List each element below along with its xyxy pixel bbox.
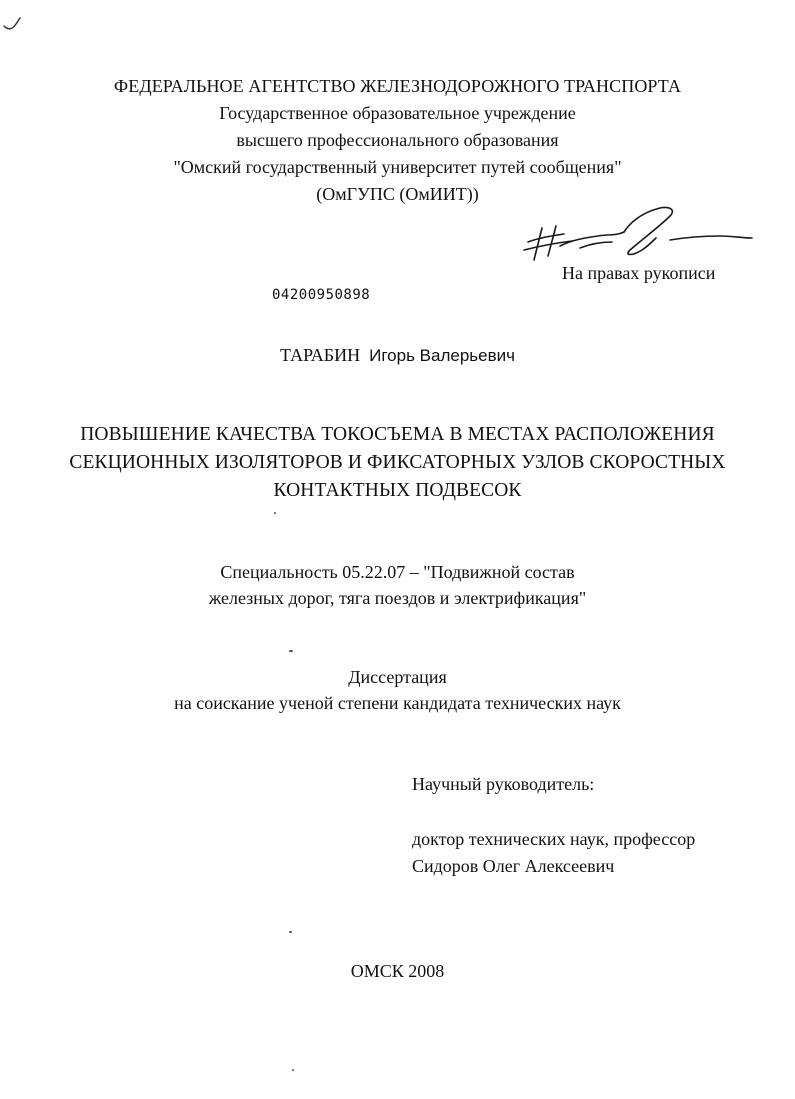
agency-heading: ФЕДЕРАЛЬНОЕ АГЕНТСТВО ЖЕЛЕЗНОДОРОЖНОГО ТРАНСПОРТА — [113, 76, 682, 96]
supervisor-credentials: доктор технических наук, профессор — [412, 829, 696, 849]
title-line: ПОВЫШЕНИЕ КАЧЕСТВА ТОКОСЪЕМА В МЕСТАХ РАСПОЛОЖЕНИЯ — [80, 424, 715, 445]
author-surname: ТАРАБИН — [280, 345, 361, 365]
institution-type: Государственное образовательное учреждение — [219, 103, 576, 123]
supervisor-name: Сидоров Олег Алексеевич — [412, 856, 615, 876]
title-line: КОНТАКТНЫХ ПОДВЕСОК — [273, 480, 522, 501]
catalog-number: 04200950898 — [272, 287, 371, 303]
specialty-line-2: железных дорог, тяга поездов и электрификация" — [208, 588, 587, 608]
scan-speck — [289, 650, 293, 652]
university-abbreviation: (ОмГУПС (ОмИИТ)) — [316, 184, 479, 204]
city-year: ОМСК 2008 — [350, 961, 445, 981]
specialty-line-1: Специальность 05.22.07 – "Подвижной состав — [220, 562, 575, 582]
university-name: "Омский государственный университет путей сообщения" — [173, 157, 622, 177]
author-given-names: Игорь Валерьевич — [369, 346, 515, 365]
supervisor-heading: Научный руководитель: — [412, 774, 595, 794]
scan-speck — [289, 931, 292, 933]
scan-corner-mark — [2, 14, 24, 34]
degree-purpose: на соискание ученой степени кандидата технических наук — [174, 693, 621, 713]
institution-level: высшего профессионального образования — [236, 130, 559, 150]
title-line: СЕКЦИОННЫХ ИЗОЛЯТОРОВ И ФИКСАТОРНЫХ УЗЛОВ СКОРОСТНЫХ — [69, 452, 726, 473]
scan-speck — [274, 512, 276, 514]
manuscript-rights: На правах рукописи — [562, 263, 716, 283]
author-line — [0, 344, 795, 367]
degree-type: Диссертация — [348, 667, 447, 687]
signature-icon — [520, 198, 760, 270]
scan-speck — [292, 1069, 294, 1071]
